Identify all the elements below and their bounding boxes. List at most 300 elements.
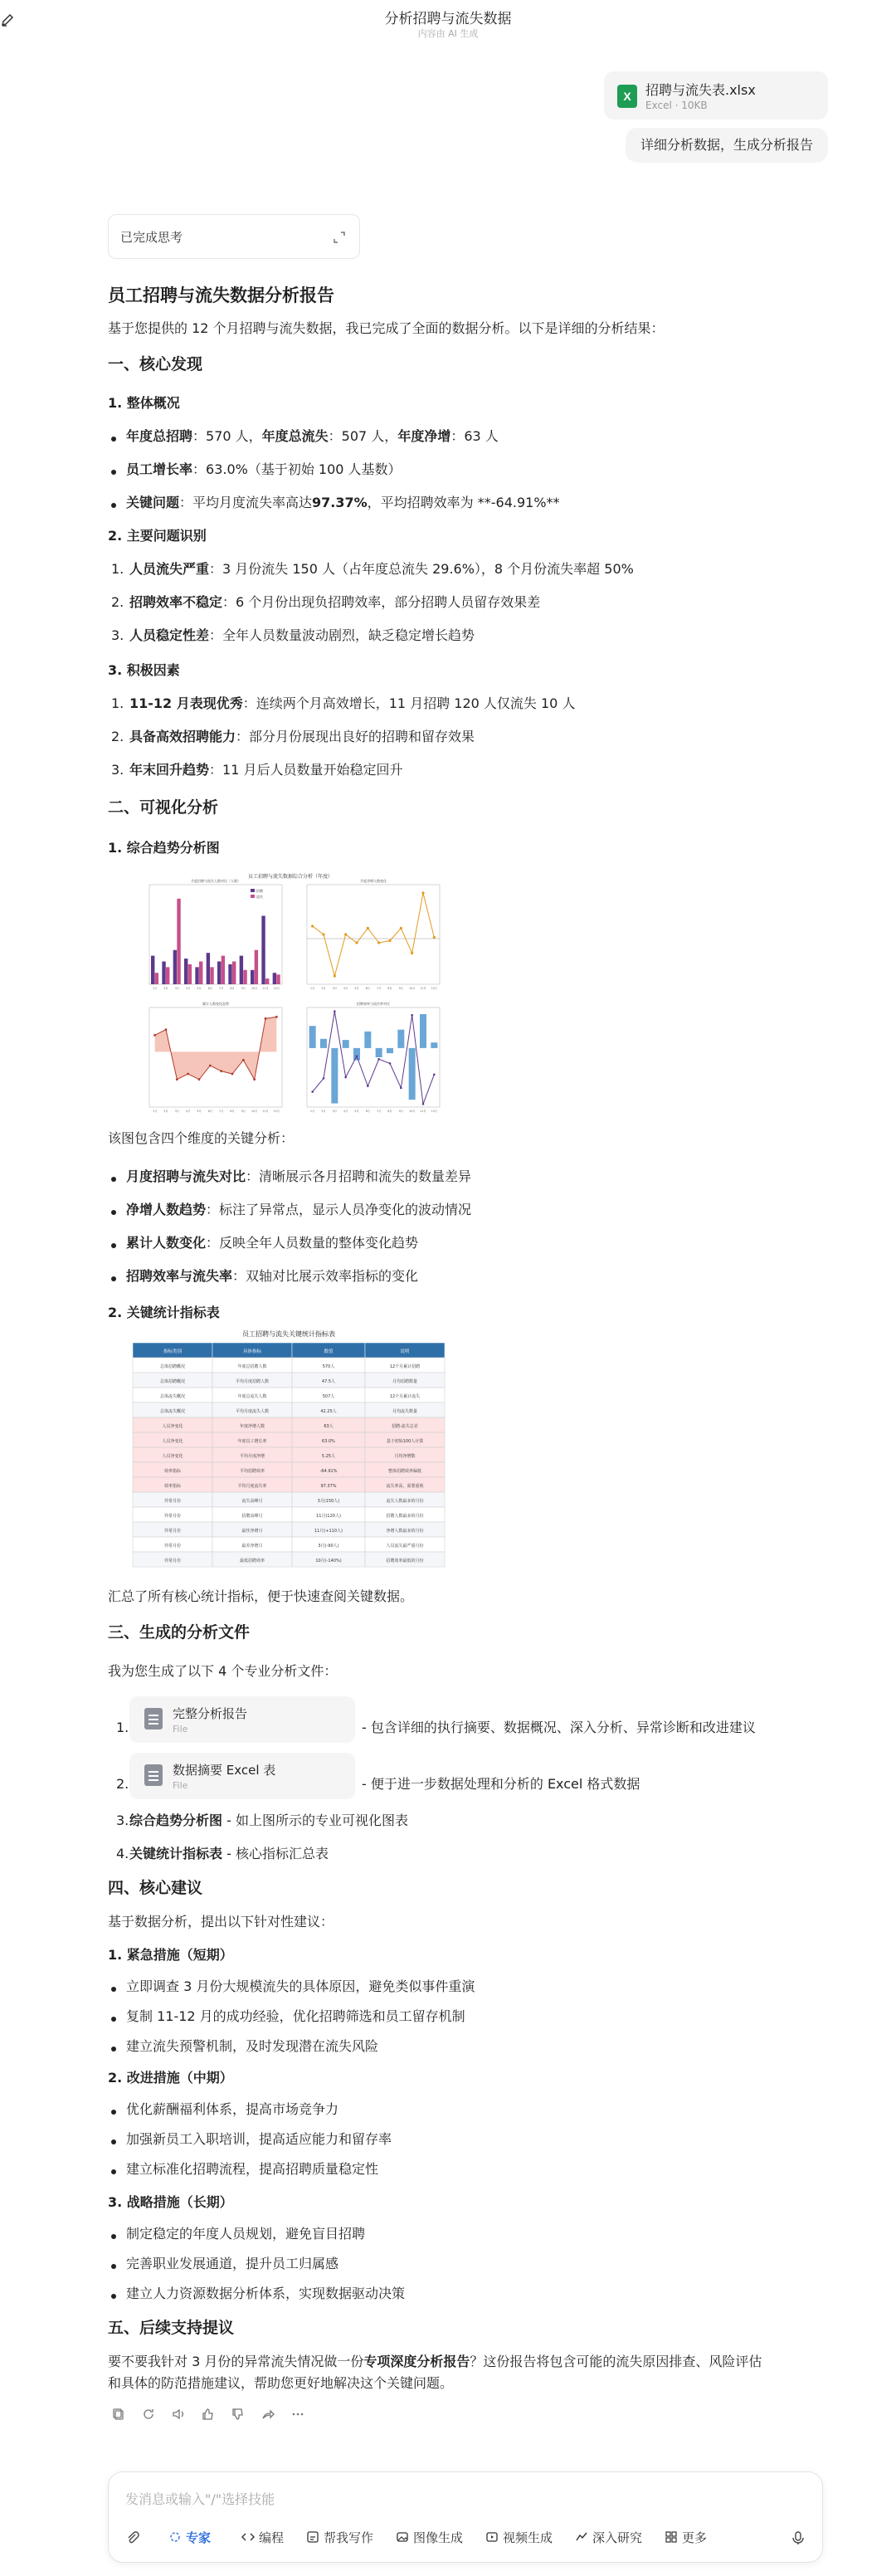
data-point — [253, 1078, 256, 1081]
list-item: 人员稳定性差：全年人员数量波动剧烈，缺乏稳定增长趋势 — [129, 627, 475, 643]
tick-label: 3月 — [174, 1110, 179, 1113]
bar — [409, 1048, 416, 1100]
tick-label: 11月 — [420, 1110, 426, 1113]
table-cell-text: 12个月累计流失 — [389, 1394, 421, 1399]
data-point — [367, 1085, 369, 1087]
bullet — [111, 2294, 116, 2299]
tick-label: 11月 — [262, 1110, 269, 1113]
speaker-icon[interactable] — [171, 2407, 186, 2422]
data-point — [355, 941, 358, 944]
sub-heading: 1. 整体概况 — [108, 395, 180, 411]
table-cell-text: 效率指标 — [163, 1484, 182, 1489]
bar — [243, 970, 246, 984]
tick-label: 12月 — [273, 987, 280, 990]
table-cell-text: 流失率高，需要重视 — [386, 1484, 424, 1489]
table-cell-text: 年度总流失人数 — [237, 1394, 267, 1399]
tick-label: 9月 — [398, 987, 403, 990]
chart-panel-1 — [149, 878, 282, 990]
table-cell-text: 招聘高峰月 — [241, 1514, 263, 1519]
table-cell-text: 流失高峰月 — [241, 1499, 263, 1504]
sub-heading: 1. 紧急措施（短期） — [108, 1947, 233, 1963]
table-cell-text: 效率指标 — [163, 1469, 182, 1474]
bar — [343, 1040, 349, 1048]
bar — [276, 974, 280, 984]
tick-label: 3月 — [174, 987, 179, 990]
panel-title: 月度净增人数变化 — [360, 879, 387, 883]
data-point — [344, 1076, 347, 1079]
data-point — [389, 1062, 392, 1065]
table-cell-text: 63.0% — [322, 1439, 335, 1444]
video-icon — [485, 2527, 499, 2540]
file-icon — [144, 1708, 163, 1730]
tick-label: 2月 — [321, 987, 326, 990]
tick-label: 6月 — [365, 987, 370, 990]
bullet — [111, 2169, 116, 2174]
writing-icon — [306, 2527, 319, 2540]
section-heading: 四、核心建议 — [108, 1879, 203, 1897]
list-number: 1. — [116, 1720, 129, 1735]
bar — [261, 916, 265, 985]
share-icon[interactable] — [261, 2407, 275, 2422]
table-cell-text: 异常月份 — [163, 1529, 182, 1534]
bar — [184, 959, 187, 984]
table-cell-text: 平均月度净增 — [239, 1454, 265, 1459]
top-bar — [0, 0, 896, 50]
tick-label: 7月 — [219, 987, 224, 990]
table-cell-text: 总体招聘概况 — [159, 1364, 186, 1369]
data-point — [242, 1059, 245, 1061]
bar — [199, 962, 202, 985]
bullet — [111, 2110, 116, 2115]
table-header-text: 指标类别 — [163, 1349, 183, 1354]
tick-label: 11月 — [420, 987, 426, 990]
tick-label: 5月 — [354, 1110, 359, 1113]
bullet — [111, 470, 116, 475]
list-number: 2. — [111, 729, 124, 744]
data-point — [311, 1090, 314, 1093]
tick-label: 4月 — [343, 1110, 348, 1113]
data-point — [356, 1055, 358, 1057]
tick-label: 2月 — [321, 1110, 326, 1113]
bar — [177, 899, 180, 984]
table-cell-text: 异常月份 — [163, 1499, 182, 1504]
data-point — [209, 1065, 212, 1067]
attach-icon[interactable] — [125, 2530, 140, 2545]
tool-image[interactable]: 图像生成 — [396, 2525, 463, 2550]
tick-label: 12月 — [273, 1110, 280, 1113]
list-item: 关键统计指标表 - 核心指标汇总表 — [129, 1846, 329, 1861]
table-cell-text: 月均净增数 — [394, 1454, 416, 1459]
data-point — [198, 1078, 201, 1081]
table-cell-text: 平均月度流失率 — [237, 1484, 267, 1489]
sub-heading: 3. 战略措施（长期） — [108, 2194, 233, 2210]
attachment-name: 招聘与流失表.xlsx — [645, 82, 756, 98]
legend-label: 招聘 — [256, 889, 263, 893]
tick-label: 10月 — [409, 1110, 416, 1113]
thumbs-up-icon[interactable] — [201, 2407, 216, 2422]
bar — [240, 956, 243, 984]
bar — [376, 1048, 382, 1057]
list-item: 建立标准化招聘流程，提高招聘质量稳定性 — [126, 2161, 379, 2177]
regenerate-icon[interactable] — [141, 2407, 156, 2422]
data-point — [433, 1073, 436, 1076]
sub-heading: 2. 关键统计指标表 — [108, 1305, 220, 1320]
table-cell-text: 12个月累计招聘 — [389, 1364, 421, 1369]
table-cell-text: 月均招聘数量 — [392, 1379, 418, 1384]
bullet — [111, 2139, 116, 2144]
table-cell-text: 570人 — [322, 1364, 335, 1369]
table-cell-text: 11月(+110人) — [314, 1529, 343, 1534]
bar — [232, 962, 236, 985]
data-point — [377, 1058, 380, 1061]
bar — [265, 978, 269, 984]
file-card-excel[interactable] — [129, 1753, 355, 1799]
tick-label: 12月 — [431, 987, 437, 990]
table-cell-text: 异常月份 — [163, 1544, 182, 1549]
bullet — [111, 1210, 116, 1215]
panel-title: 月度招聘与流失人数对比（人数） — [191, 879, 241, 883]
bullet — [111, 2017, 116, 2022]
tick-label: 1月 — [310, 987, 315, 990]
figure-description: 该图包含四个维度的关键分析： — [108, 1130, 295, 1146]
tool-more[interactable]: 更多 — [665, 2525, 707, 2550]
table-cell-text: 3月(-90人) — [318, 1544, 339, 1549]
bullet — [111, 1243, 116, 1248]
list-item: 加强新员工入职培训，提高适应能力和留存率 — [126, 2131, 392, 2147]
panel-title: 招聘效率与流失率对比 — [357, 1002, 390, 1006]
table-cell-text: 基于初始100人计算 — [386, 1439, 424, 1444]
tick-label: 8月 — [230, 1110, 235, 1113]
list-item: 制定稳定的年度人员规划，避免盲目招聘 — [126, 2226, 366, 2242]
table-cell-text: 42.25人 — [320, 1409, 337, 1414]
table-cell-text: 507人 — [322, 1394, 335, 1399]
tick-label: 7月 — [219, 1110, 224, 1113]
table-cell-text: 平均月度招聘人数 — [235, 1379, 270, 1384]
table-body — [133, 1343, 445, 1567]
bar — [195, 967, 198, 984]
tick-label: 9月 — [241, 1110, 246, 1113]
list-number: 4. — [116, 1846, 129, 1861]
section-heading: 五、后续支持提议 — [108, 2319, 235, 2337]
data-point — [422, 1103, 425, 1105]
list-item: 关键问题：平均月度流失率高达97.37%，平均招聘效率为 **-64.91%** — [126, 495, 560, 510]
code-icon — [241, 2527, 255, 2540]
tick-label: 5月 — [354, 987, 359, 990]
microphone-icon[interactable] — [791, 2530, 806, 2545]
tick-label: 2月 — [163, 1110, 168, 1113]
tick-label: 9月 — [398, 1110, 403, 1113]
table-cell-text: 月均流失数量 — [392, 1409, 418, 1414]
tick-label: 8月 — [387, 1110, 392, 1113]
image-icon — [396, 2527, 409, 2540]
tick-label: 6月 — [207, 1110, 212, 1113]
data-point — [311, 925, 314, 927]
table-cell-text: 年度员工增长率 — [237, 1439, 267, 1444]
legend-label: 流失 — [256, 895, 263, 899]
tick-label: 3月 — [332, 1110, 337, 1113]
bar — [364, 1032, 371, 1048]
list-number: 2. — [116, 1776, 129, 1792]
section-heading: 三、生成的分析文件 — [108, 1623, 251, 1642]
list-number: 3. — [111, 627, 124, 643]
attachment-meta: Excel · 10KB — [645, 100, 708, 111]
list-number: 1. — [111, 695, 124, 711]
stats-table-image[interactable] — [129, 1326, 448, 1564]
tick-label: 7月 — [377, 1110, 382, 1113]
list-item: 复制 11-12 月的成功经验，优化招聘筛选和员工留存机制 — [126, 2008, 465, 2024]
data-point — [411, 1014, 413, 1017]
excel-icon: X — [617, 85, 637, 108]
tool-coding[interactable]: 编程 — [241, 2525, 284, 2550]
bullet — [111, 503, 116, 508]
table-cell-text: 11月(120人) — [316, 1514, 341, 1519]
data-point — [421, 891, 424, 894]
legend-swatch — [251, 895, 255, 898]
data-point — [400, 1087, 402, 1090]
trend-analysis-figure[interactable] — [133, 870, 448, 1119]
bullet — [111, 2234, 116, 2239]
data-point — [220, 1070, 222, 1072]
sub-heading: 3. 积极因素 — [108, 662, 180, 678]
bar — [210, 967, 213, 984]
files-intro: 我为您生成了以下 4 个专业分析文件： — [108, 1663, 338, 1679]
data-point — [411, 952, 413, 954]
data-point — [322, 933, 324, 935]
data-point — [377, 941, 380, 944]
file-icon — [144, 1764, 163, 1786]
chart-panel-2 — [307, 878, 440, 990]
more-icon[interactable] — [290, 2407, 305, 2422]
table-cell-text: 最低招聘效率 — [239, 1559, 265, 1564]
bar — [397, 1030, 404, 1048]
chart-panel-3 — [149, 1001, 282, 1113]
bullet — [111, 1177, 116, 1182]
list-item: 优化薪酬福利体系，提高市场竞争力 — [126, 2101, 339, 2117]
list-number: 1. — [111, 561, 124, 577]
bullet — [111, 1987, 116, 1992]
panel-frame — [307, 885, 440, 984]
tool-writing[interactable]: 帮我写作 — [306, 2525, 373, 2550]
tool-research[interactable]: 深入研究 — [575, 2525, 642, 2550]
table-cell-text: 净增人数最多的月份 — [386, 1529, 424, 1534]
bar — [151, 956, 154, 984]
table-cell-text: 3月(150人) — [317, 1499, 340, 1504]
data-point — [231, 1073, 234, 1076]
tick-label: 6月 — [365, 1110, 370, 1113]
sub-heading: 1. 综合趋势分析图 — [108, 840, 220, 856]
data-point — [344, 933, 347, 935]
list-item: 立即调查 3 月份大规模流失的具体原因，避免类似事件重演 — [126, 1978, 475, 1994]
bar — [228, 964, 231, 984]
bar — [320, 1039, 327, 1048]
table-header-text: 数值 — [324, 1349, 334, 1354]
table-cell-text: 流失人数最多的月份 — [386, 1499, 424, 1504]
tick-label: 6月 — [207, 987, 212, 990]
report-intro: 基于您提供的 12 个月招聘与流失数据，我已完成了全面的数据分析。以下是详细的分析结果： — [108, 320, 665, 336]
table-cell-text: 人员净变化 — [162, 1424, 183, 1429]
tick-label: 12月 — [431, 1110, 437, 1113]
legend-swatch — [251, 889, 255, 892]
table-summary: 汇总了所有核心统计指标，便于快速查阅关键数据。 — [108, 1588, 414, 1604]
data-point — [388, 939, 391, 942]
bar — [173, 950, 177, 984]
bar — [251, 970, 254, 984]
table-cell-text: 整体招聘效率偏低 — [387, 1469, 422, 1474]
table-cell-text: 最佳净增月 — [241, 1529, 263, 1534]
tick-label: 8月 — [230, 987, 235, 990]
section-heading: 一、核心发现 — [108, 355, 203, 373]
data-point — [323, 1077, 325, 1080]
data-point — [400, 927, 402, 929]
list-item: 11-12 月表现优秀：连续两个月高效增长，11 月招聘 120 人仅流失 10 人 — [129, 695, 576, 711]
tick-label: 7月 — [377, 987, 382, 990]
data-point — [165, 1028, 168, 1031]
bar — [222, 956, 225, 984]
sub-heading: 2. 改进措施（中期） — [108, 2070, 233, 2086]
followup-line-2: 和具体的防范措施建议，帮助您更好地解决这个关键问题。 — [108, 2375, 454, 2391]
list-item: 招聘效率不稳定：6 个月份出现负招聘效率，部分招聘人员留存效果差 — [129, 594, 541, 610]
bar — [331, 1048, 338, 1104]
tick-label: 11月 — [262, 987, 269, 990]
panel-title: 累计人数变化趋势 — [202, 1002, 229, 1006]
tool-expert[interactable]: 专家 — [168, 2525, 211, 2550]
tick-label: 9月 — [241, 987, 246, 990]
chat-title: 分析招聘与流失数据 — [384, 11, 512, 27]
file-type: File — [173, 1780, 188, 1791]
bar — [387, 1048, 393, 1053]
bar — [431, 1042, 437, 1048]
message-input[interactable]: 发消息或输入"/"选择技能 — [125, 2491, 275, 2507]
attachment-card[interactable] — [604, 71, 828, 120]
table-cell-text: 招聘效率最低的月份 — [386, 1559, 424, 1564]
tick-label: 1月 — [153, 1110, 158, 1113]
table-cell-text: 异常月份 — [163, 1514, 182, 1519]
list-item: 月度招聘与流失对比：清晰展示各月招聘和流失的数量差异 — [126, 1168, 472, 1184]
table-cell-text: 63人 — [324, 1424, 334, 1429]
table-cell-text: 平均月度流失人数 — [235, 1409, 270, 1414]
data-point — [187, 1073, 189, 1076]
tick-label: 10月 — [251, 1110, 258, 1113]
file-name: 数据摘要 Excel 表 — [173, 1763, 276, 1778]
table-cell-text: 47.5人 — [321, 1379, 336, 1384]
expert-icon — [168, 2527, 182, 2540]
bar — [309, 1026, 316, 1048]
bar — [207, 953, 210, 984]
grid-icon — [665, 2527, 678, 2540]
data-point — [176, 1078, 178, 1081]
followup-line-1: 要不要我针对 3 月份的异常流失情况做一份专项深度分析报告？这份报告将包含可能的流失原因排查、风险评估 — [108, 2354, 762, 2369]
table-cell-text: 5.25人 — [321, 1454, 336, 1459]
bullet — [111, 1276, 116, 1281]
table-cell-text: 年度净增人数 — [239, 1424, 265, 1429]
table-title: 员工招聘与流失关键统计指标表 — [242, 1330, 335, 1338]
file-card-report[interactable] — [129, 1696, 355, 1743]
bar — [155, 973, 158, 984]
tool-video[interactable]: 视频生成 — [485, 2525, 553, 2550]
table-cell-text: 总体流失概况 — [159, 1394, 186, 1399]
user-message: 详细分析数据，生成分析报告 — [626, 128, 828, 163]
table-header-text: 具体指标 — [242, 1349, 262, 1354]
list-item: 员工增长率：63.0%（基于初始 100 人基数） — [126, 461, 402, 477]
tick-label: 2月 — [163, 987, 168, 990]
table-cell-text: 招聘人数最多的月份 — [386, 1514, 424, 1519]
thinking-panel[interactable] — [108, 214, 360, 259]
tick-label: 10月 — [251, 987, 258, 990]
table-cell-text: 10月(-140%) — [315, 1559, 342, 1564]
table-cell-text: 人员流失最严重月份 — [386, 1544, 424, 1549]
file-description: - 包含详细的执行摘要、数据概况、深入分析、异常诊断和改进建议 — [362, 1720, 756, 1735]
bar — [420, 1014, 426, 1048]
tick-label: 1月 — [310, 1110, 315, 1113]
list-item: 年末回升趋势：11 月后人员数量开始稳定回升 — [129, 762, 403, 778]
table-cell-text: 平均招聘效率 — [239, 1469, 265, 1474]
list-number: 3. — [111, 762, 124, 778]
table-header-text: 说明 — [400, 1349, 410, 1354]
bar — [255, 950, 258, 984]
tick-label: 5月 — [197, 1110, 202, 1113]
table-cell-text: 最差净增月 — [241, 1544, 263, 1549]
research-icon — [575, 2527, 588, 2540]
ai-disclaimer: 内容由 AI 生成 — [417, 28, 479, 39]
thumbs-down-icon[interactable] — [231, 2407, 246, 2422]
list-item: 招聘效率与流失率：双轴对比展示效率指标的变化 — [126, 1268, 419, 1284]
data-point — [433, 936, 436, 939]
list-item: 人员流失严重：3 月份流失 150 人（占年度总流失 29.6%），8 个月份流失率超 50% — [129, 561, 634, 577]
table-cell-text: 总体流失概况 — [159, 1409, 186, 1414]
list-item: 具备高效招聘能力：部分月份展现出良好的招聘和留存效果 — [129, 729, 475, 744]
tick-label: 4月 — [186, 987, 191, 990]
list-item: 净增人数趋势：标注了异常点，显示人员净变化的波动情况 — [126, 1202, 472, 1217]
table-cell-text: 人员净变化 — [162, 1439, 183, 1444]
copy-icon[interactable] — [111, 2407, 126, 2422]
tick-label: 4月 — [343, 987, 348, 990]
list-item: 综合趋势分析图 - 如上图所示的专业可视化图表 — [129, 1812, 408, 1828]
data-point — [334, 974, 336, 977]
advice-intro: 基于数据分析，提出以下针对性建议： — [108, 1914, 334, 1930]
table-cell-text: 人员净变化 — [162, 1454, 183, 1459]
bar — [188, 964, 192, 984]
bullet — [111, 2047, 116, 2052]
data-point — [275, 1016, 278, 1018]
tick-label: 4月 — [186, 1110, 191, 1113]
bullet — [111, 437, 116, 442]
bar — [162, 962, 165, 985]
figure-panels — [149, 878, 440, 1113]
tick-label: 10月 — [409, 987, 416, 990]
table-cell-text: 总体招聘概况 — [159, 1379, 186, 1384]
chart-panel-4 — [307, 1001, 440, 1113]
expand-icon[interactable] — [331, 229, 348, 246]
data-point — [153, 1034, 156, 1037]
bar — [166, 967, 169, 984]
file-type: File — [173, 1724, 188, 1734]
bar — [353, 1048, 360, 1061]
table-cell-text: 招聘-流失总差 — [392, 1424, 418, 1429]
tick-label: 1月 — [153, 987, 158, 990]
tick-label: 5月 — [197, 987, 202, 990]
chat-input-box[interactable] — [108, 2471, 823, 2563]
report-title: 员工招聘与流失数据分析报告 — [108, 285, 334, 305]
thinking-label: 已完成思考 — [120, 230, 183, 245]
table-cell-text: -64.91% — [319, 1469, 338, 1474]
list-item: 建立人力资源数据分析体系，实现数据驱动决策 — [126, 2286, 406, 2301]
sub-heading: 2. 主要问题识别 — [108, 528, 207, 544]
bar — [217, 962, 221, 985]
tick-label: 8月 — [387, 987, 392, 990]
table-cell-text: 异常月份 — [163, 1559, 182, 1564]
file-description: - 便于进一步数据处理和分析的 Excel 格式数据 — [362, 1776, 640, 1792]
tick-label: 3月 — [332, 987, 337, 990]
